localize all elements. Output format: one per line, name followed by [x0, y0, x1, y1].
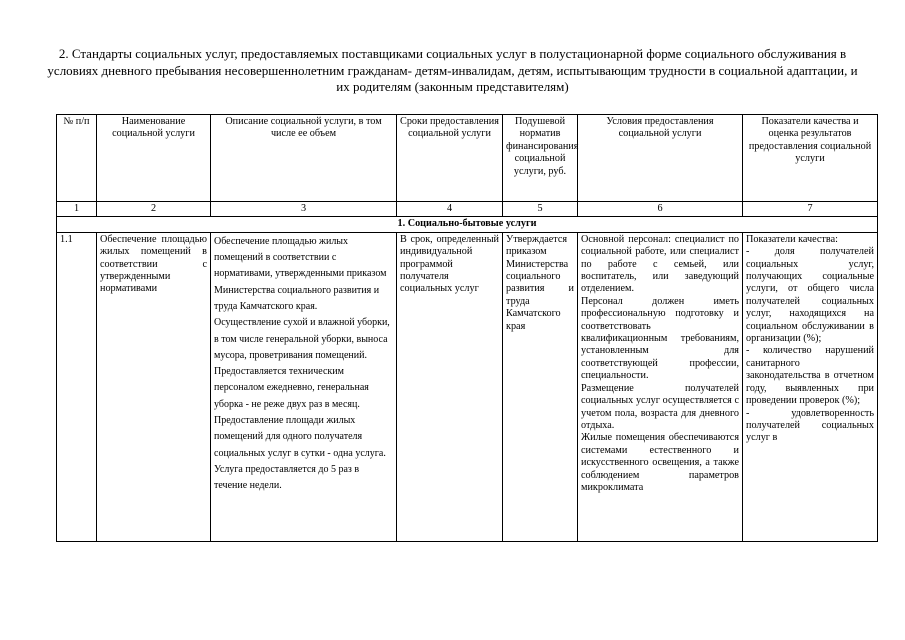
column-number: 6: [578, 202, 743, 217]
conditions-paragraph: Жилые помещения обеспечиваются системами естественного и искусственного освещения, а также соблюдением параметров микроклимата: [581, 432, 739, 493]
header-cell: Условия предоставления социальной услуги: [578, 115, 743, 202]
quality-paragraph: - доля получателей социальных услуг, получающих социальные услуги, от общего числа получателей социальных услуг, находящихся на социальном обслуживании в организации (%);: [746, 246, 874, 345]
header-row: [57, 115, 878, 202]
column-number: 3: [211, 202, 397, 217]
column-number: 2: [97, 202, 211, 217]
description-paragraph: Обеспечение площадью жилых помещений в соответствии с нормативами, утвержденными приказом Министерства социального развития и труда Камчатского края.: [214, 235, 387, 312]
column-number: 5: [503, 202, 578, 217]
quality-paragraph: - количество нарушений санитарного законодательства в отчетном году, выявленных при проведении проверок (%);: [746, 345, 874, 407]
service-name: Обеспечение площадью жилых помещений в соответствии с утвержденными нормативами: [97, 232, 211, 541]
header-cell: Подушевой норматив финансирования социальной услуги, руб.: [503, 115, 578, 202]
header-cell: Показатели качества и оценка результатов предоставления социальной услуги: [743, 115, 878, 202]
description-paragraph: Осуществление сухой и влажной уборки, в том числе генеральной уборки, выноса мусора, проветривания помещений.: [214, 317, 390, 361]
section-row: [57, 217, 878, 232]
service-conditions: [578, 232, 743, 541]
column-number: 1: [57, 202, 97, 217]
row-number: 1.1: [57, 232, 97, 541]
header-cell: Описание социальной услуги, в том числе ее объем: [211, 115, 397, 202]
column-number: 7: [743, 202, 878, 217]
conditions-paragraph: Размещение получателей социальных услуг осуществляется с учетом пола, возраста для дневного отдыха.: [581, 382, 739, 431]
column-number: 4: [397, 202, 503, 217]
table-row: [57, 232, 878, 541]
service-terms: В срок, определенный индивидуальной программой получателя социальных услуг: [397, 232, 503, 541]
quality-paragraph: Показатели качества:: [746, 233, 838, 245]
description-paragraph: Услуга предоставляется до 5 раз в течение недели.: [214, 463, 360, 492]
header-cell: № п/п: [57, 115, 97, 202]
quality-paragraph: - удовлетворенность получателей социальных услуг в: [746, 407, 874, 444]
section-title: 1. Социально-бытовые услуги: [57, 217, 878, 232]
header-cell: Наименование социальной услуги: [97, 115, 211, 202]
service-normative: Утверждается приказом Министерства социального развития и труда Камчатского края: [503, 232, 578, 541]
description-paragraph: Предоставляется техническим персоналом ежедневно, генеральная уборка - не реже двух раз в месяц. Предоставление площади жилых помещений для одного получателя социальных услуг в сутки - одна услуга.: [214, 366, 386, 459]
standards-table: [56, 114, 878, 542]
column-number-row: [57, 202, 878, 217]
page-title: 2. Стандарты социальных услуг, предоставляемых поставщиками социальных услуг в полустационарной форме социального обслуживания в условиях дневного пребывания несовершеннолетним гражданам- детям-инвалидам, детям, испытывающим трудности в социальной адаптации, и их родителям (законным представителям): [47, 46, 858, 94]
service-description: [211, 232, 397, 541]
conditions-paragraph: Персонал должен иметь профессиональную подготовку и соответствовать квалификационным требованиям, установленным для соответствующей профессии, специальности.: [581, 295, 739, 382]
conditions-paragraph: Основной персонал: специалист по социальной работе, или специалист по работе с семьей, или воспитатель, или заведующий отделением.: [581, 233, 739, 295]
quality-indicators: [743, 232, 878, 541]
header-cell: Сроки предоставления социальной услуги: [397, 115, 503, 202]
